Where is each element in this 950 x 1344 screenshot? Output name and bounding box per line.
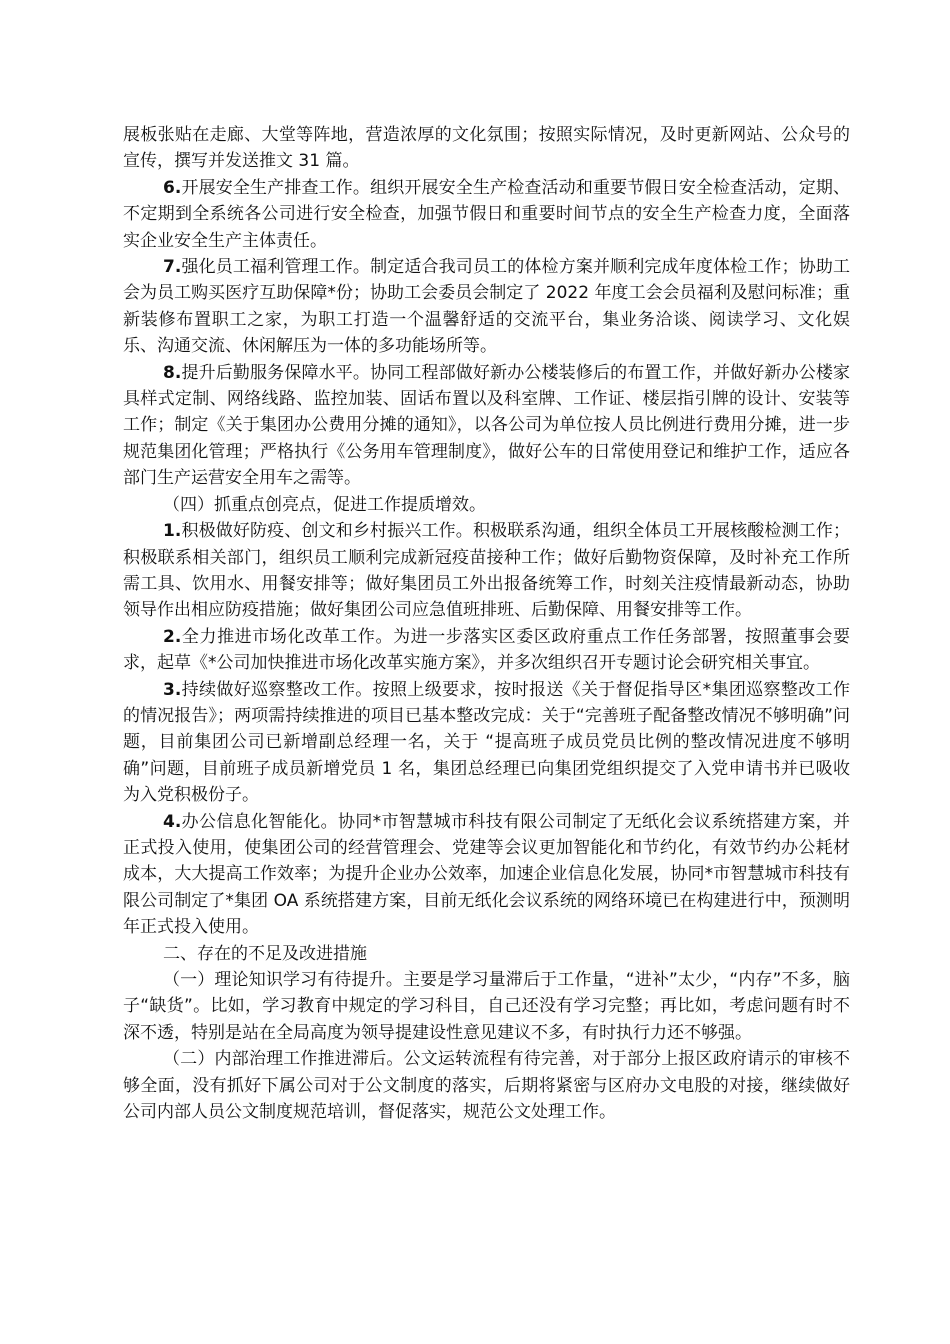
paragraph-continuation (123, 122, 850, 175)
section-heading-text: （四）抓重点创亮点，促进工作提质增效。 (163, 494, 486, 515)
paragraph-text: 协同*市智慧城市科技有限公司制定了无纸化会议系统搭建方案，并正式投入使用，使集团公司的经营管理会、党建等会议更加智能化和节约化，有效节约办公耗材成本，大大提高工作效率；为提升企业办公效率，加速企业信息化发展，协同*市智慧城市科技有限公司制定了*集团 OA 系统搭建方案，目前无纸化会议系统的网络环境已在构建进行中，预测明年正式投入使用。 (123, 811, 851, 938)
item-number: 1. (163, 521, 182, 542)
item-title: 积极做好防疫、创文和乡村振兴工作。 (181, 521, 473, 542)
item-title: 持续做好巡察整改工作。 (181, 679, 373, 700)
paragraph-shortcoming-1 (123, 967, 850, 1046)
item-title: 办公信息化智能化。 (181, 811, 338, 832)
item-number: 2. (163, 626, 182, 647)
item-title: 全力推进市场化改革工作。 (181, 626, 394, 647)
paragraph-text: 为进一步落实区委区政府重点工作任务部署，按照董事会要求，起草《*公司加快推进市场化改革实施方案》，并多次组织召开专题讨论会研究相关事宜。 (123, 626, 851, 674)
paragraph-item-4 (123, 809, 850, 941)
paragraph-text: 制定适合我司员工的体检方案并顺利完成年度体检工作；协助工会为员工购买医疗互助保障*份；协助工会委员会制定了 2022 年度工会会员福利及慰问标准；重新装修布置职工之家，为职工打造一个温馨舒适的交流平台，集业务洽谈、阅读学习、文化娱乐、沟通交流、休闲解压为一体的多功能场所等。 (123, 257, 851, 357)
paragraph-item-7 (123, 254, 850, 360)
section-heading-4 (123, 492, 850, 518)
paragraph-item-3 (123, 677, 850, 809)
section-heading-text: 二、存在的不足及改进措施 (163, 943, 367, 964)
item-number: 6. (163, 177, 182, 198)
paragraph-text: 按照上级要求，按时报送《关于督促指导区*集团巡察整改工作的情况报告》；两项需持续推进的项目已基本整改完成：关于“完善班子配备整改情况不够明确”问题，目前集团公司已新增副总经理一名，关于 “提高班子成员党员比例的整改情况进度不够明确”问题，目前班子成员新增党员 1 名，集团总经理已向集团党组织提交了入党申请书并已吸收为入党积极份子。 (123, 679, 851, 806)
paragraph-item-8 (123, 360, 850, 492)
item-title: 开展安全生产排查工作。 (181, 177, 371, 198)
paragraph-item-2 (123, 624, 850, 677)
item-title: 强化员工福利管理工作。 (181, 257, 371, 278)
item-number: 3. (163, 679, 182, 700)
paragraph-item-1 (123, 518, 850, 624)
document-body (123, 122, 850, 1125)
paragraph-text: （一）理论知识学习有待提升。主要是学习量滞后于工作量，“进补”太少，“内存”不多，脑子“缺货”。比如，学习教育中规定的学习科目，自己还没有学习完整；再比如，考虑问题有时不深不透，特别是站在全局高度为领导提建设性意见建议不多，有时执行力还不够强。 (123, 970, 850, 1043)
paragraph-text: 协同工程部做好新办公楼装修后的布置工作，并做好新办公楼家具样式定制、网络线路、监控加装、固话布置以及科室牌、工作证、楼层指引牌的设计、安装等工作；制定《关于集团办公费用分摊的通知》，以各公司为单位按人员比例进行费用分摊，进一步规范集团化管理；严格执行《公务用车管理制度》，做好公车的日常使用登记和维护工作，适应各部门生产运营安全用车之需等。 (123, 362, 851, 489)
paragraph-text: 展板张贴在走廊、大堂等阵地，营造浓厚的文化氛围；按照实际情况，及时更新网站、公众号的宣传，撰写并发送推文 31 篇。 (123, 125, 850, 172)
item-title: 提升后勤服务保障水平。 (181, 362, 371, 383)
paragraph-text: 积极联系沟通，组织全体员工开展核酸检测工作；积极联系相关部门，组织员工顺利完成新冠疫苗接种工作；做好后勤物资保障，及时补充工作所需工具、饮用水、用餐安排等；做好集团员工外出报备统筹工作，时刻关注疫情最新动态，协助领导作出相应防疫措施；做好集团公司应急值班排班、后勤保障、用餐安排等工作。 (123, 521, 851, 621)
paragraph-text: （二）内部治理工作推进滞后。公文运转流程有待完善，对于部分上报区政府请示的审核不够全面，没有抓好下属公司对于公文制度的落实，后期将紧密与区府办文电股的对接，继续做好公司内部人员公文制度规范培训，督促落实，规范公文处理工作。 (123, 1049, 850, 1123)
item-number: 7. (163, 257, 182, 278)
paragraph-shortcoming-2 (123, 1046, 850, 1125)
section-heading-2 (123, 941, 850, 967)
paragraph-text: 组织开展安全生产检查活动和重要节假日安全检查活动，定期、不定期到全系统各公司进行安全检查，加强节假日和重要时间节点的安全生产检查力度，全面落实企业安全生产主体责任。 (123, 177, 851, 251)
paragraph-item-6 (123, 175, 850, 254)
item-number: 8. (163, 362, 182, 383)
item-number: 4. (163, 811, 182, 832)
